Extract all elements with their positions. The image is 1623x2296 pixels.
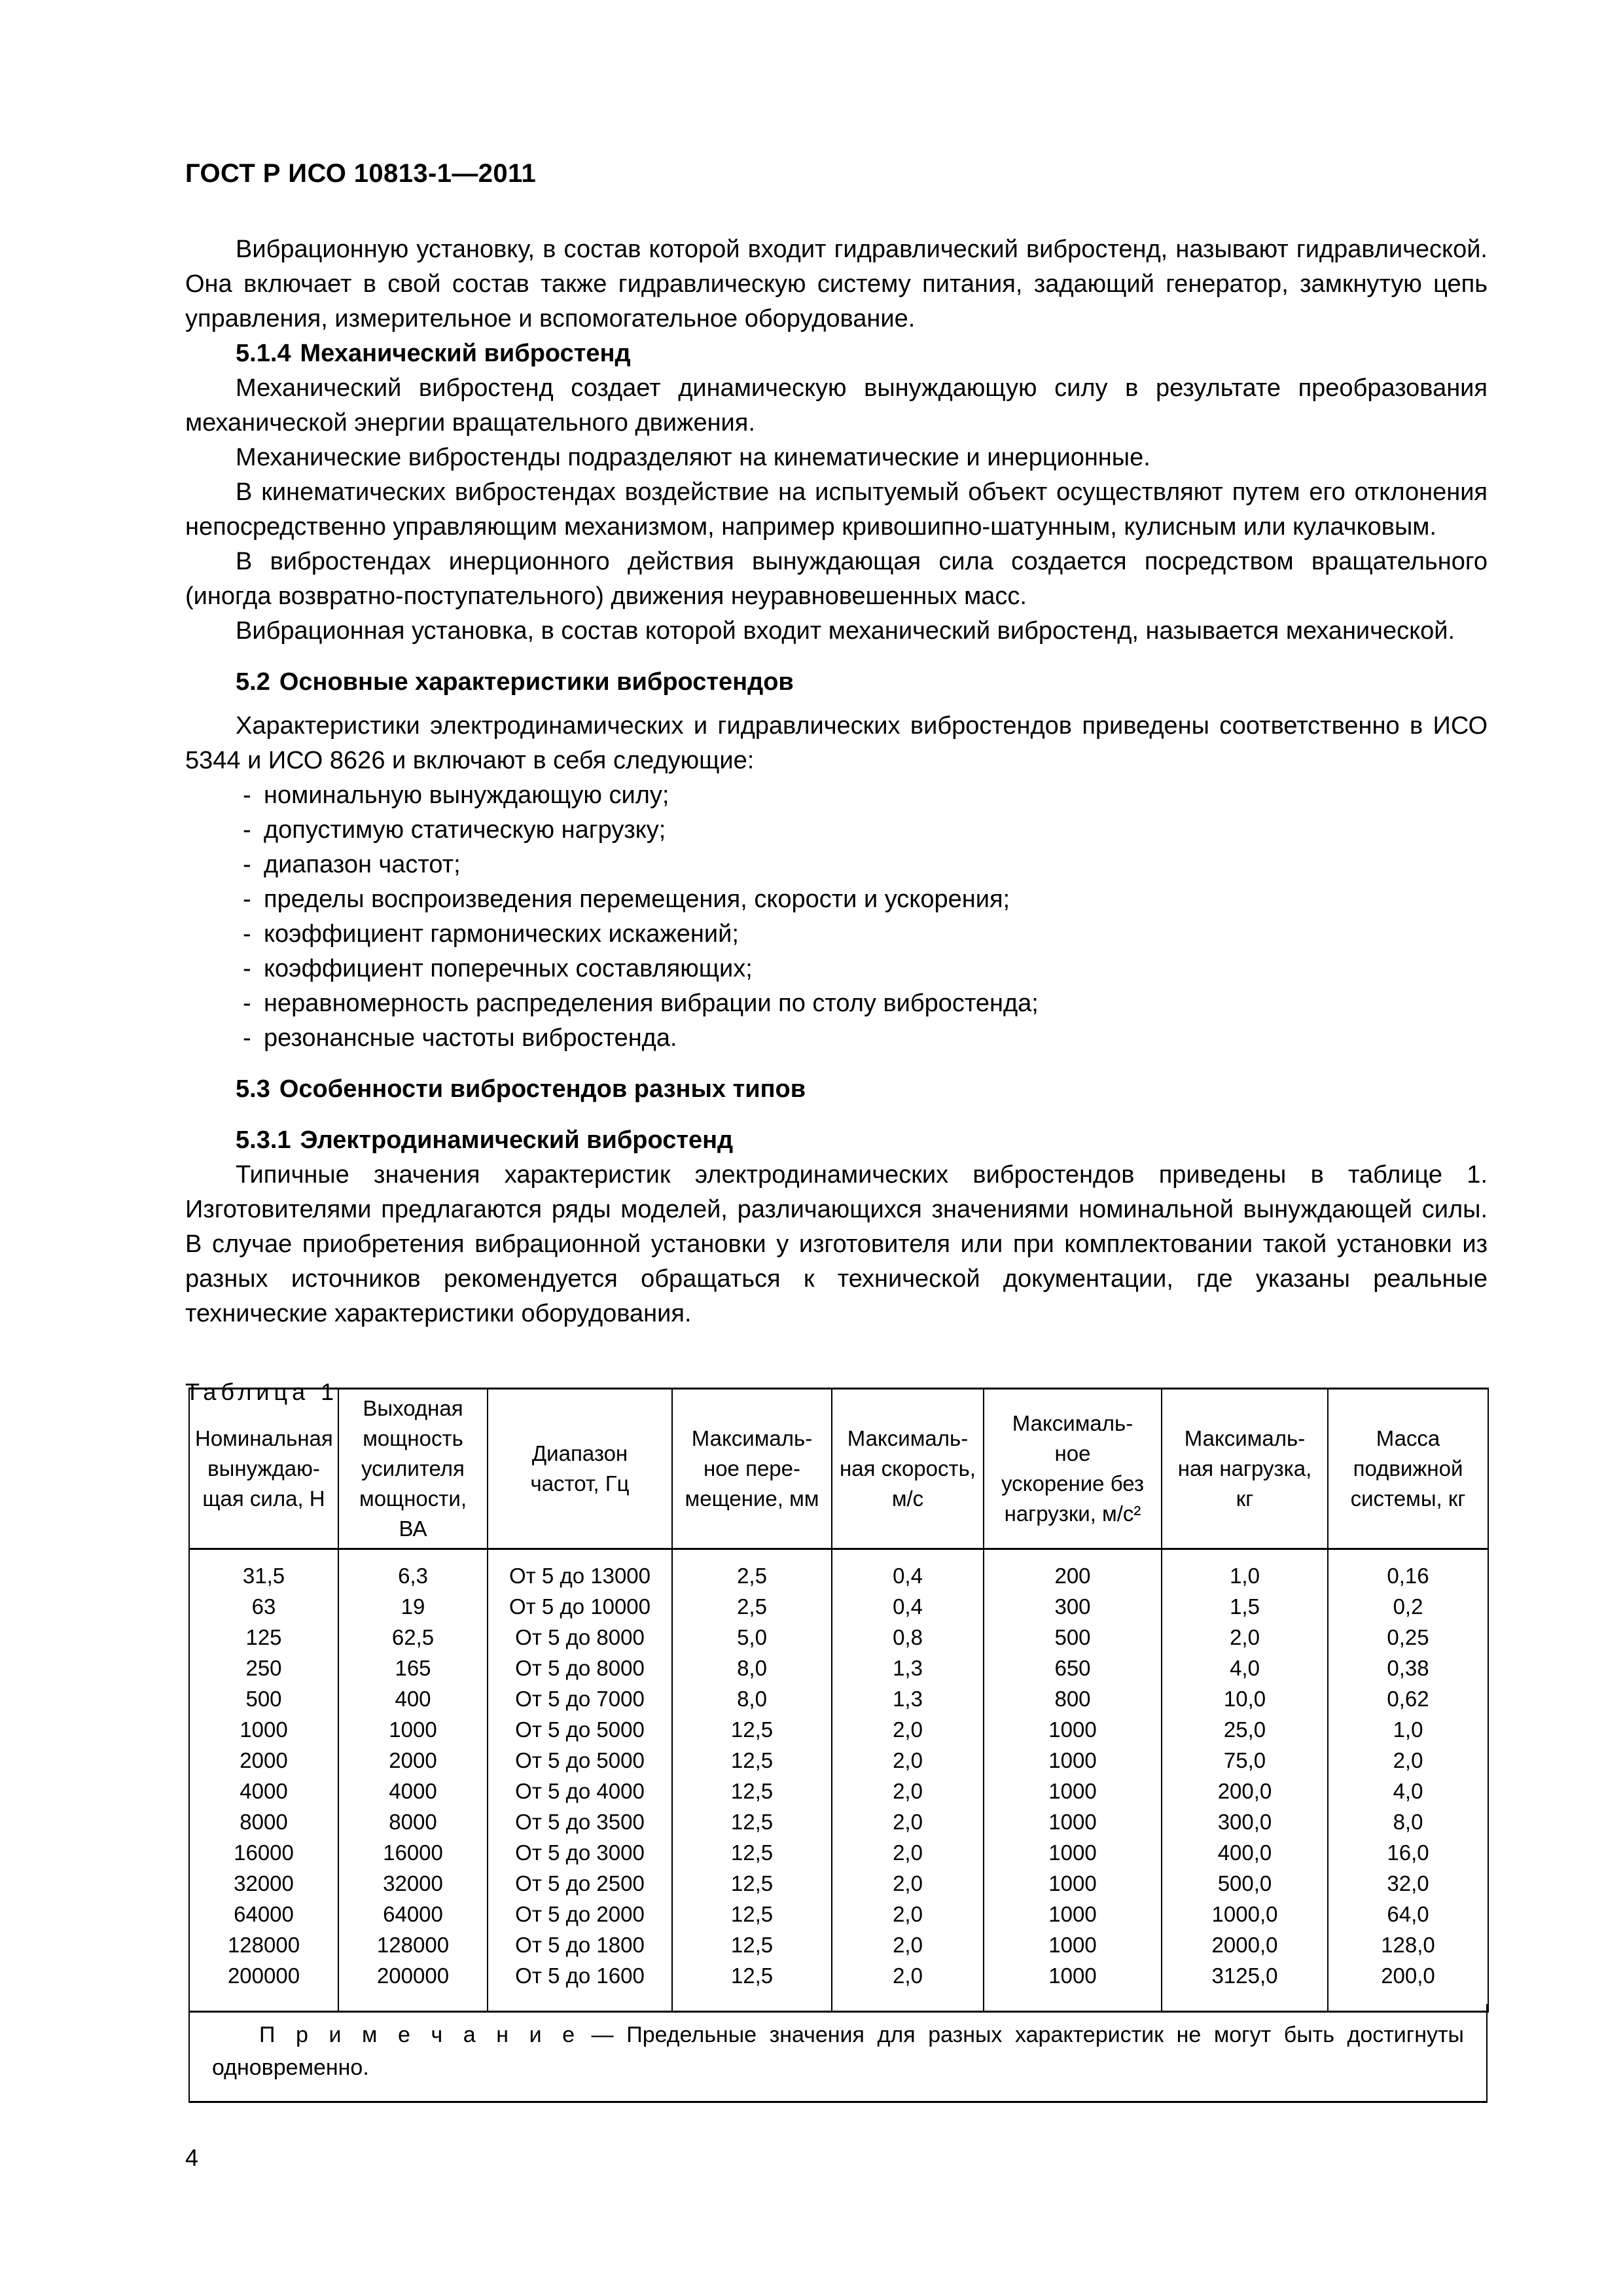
cell-frequency: От 5 до 5000: [488, 1714, 672, 1745]
cell-load: 500,0: [1162, 1868, 1328, 1899]
cell-power: 4000: [338, 1776, 488, 1806]
header-line: частот, Гц: [530, 1471, 630, 1496]
cell-acceleration: 1000: [984, 1929, 1162, 1960]
cell-velocity: 0,4: [832, 1591, 984, 1622]
header-line: подвижной: [1353, 1456, 1463, 1480]
cell-velocity: 2,0: [832, 1714, 984, 1745]
header-line: мощности, ВА: [359, 1486, 467, 1541]
table-col-header-displacement: [672, 1389, 832, 1549]
cell-power: 165: [338, 1653, 488, 1683]
cell-frequency: От 5 до 8000: [488, 1653, 672, 1683]
heading-5-2: [185, 665, 1488, 700]
list-item: [185, 778, 1488, 813]
cell-power: 1000: [338, 1714, 488, 1745]
table-row: [189, 1745, 1488, 1776]
cell-frequency: От 5 до 7000: [488, 1683, 672, 1714]
header-line: ускорение без: [1001, 1471, 1144, 1496]
cell-power: 16000: [338, 1837, 488, 1868]
cell-load: 2000,0: [1162, 1929, 1328, 1960]
cell-force: 2000: [189, 1745, 338, 1776]
table-1: [188, 1388, 1489, 2013]
cell-velocity: 2,0: [832, 1837, 984, 1868]
list-item-label: допустимую статическую нагрузку;: [264, 816, 666, 844]
header-line: Максималь-: [691, 1426, 813, 1450]
header-line: ное пере-: [703, 1456, 801, 1480]
cell-acceleration: 1000: [984, 1776, 1162, 1806]
cell-frequency: От 5 до 3500: [488, 1806, 672, 1837]
heading-5-1-4-title: Механический вибростенд: [300, 340, 631, 367]
cell-moving-mass: 32,0: [1328, 1868, 1488, 1899]
paragraph-hydraulic-installation: Вибрационную установку, в состав которой входит гидравлический вибростенд, называют гидравлической. Она включает в свой состав также гидравлическую систему питания, задающий генератор, замкнутую цепь управления, измерительное и вспомогательное оборудование.: [185, 236, 1488, 332]
header-line: мощность: [363, 1426, 463, 1450]
cell-load: 1,5: [1162, 1591, 1328, 1622]
cell-velocity: 2,0: [832, 1899, 984, 1929]
table-note-dash: —: [579, 2022, 627, 2047]
heading-5-3-1: [185, 1123, 1488, 1158]
cell-velocity: 0,8: [832, 1622, 984, 1653]
cell-acceleration: 1000: [984, 1806, 1162, 1837]
cell-displacement: 8,0: [672, 1653, 832, 1683]
cell-acceleration: 1000: [984, 1868, 1162, 1899]
table-row: [189, 1591, 1488, 1622]
cell-acceleration: 1000: [984, 1960, 1162, 2012]
cell-acceleration: 200: [984, 1549, 1162, 1592]
list-item-label: резонансные частоты вибростенда.: [264, 1024, 677, 1052]
list-item: [185, 848, 1488, 882]
dash-marker: -: [243, 955, 251, 982]
cell-load: 300,0: [1162, 1806, 1328, 1837]
header-line: ная скорость,: [840, 1456, 976, 1480]
cell-displacement: 2,5: [672, 1591, 832, 1622]
header-line: Диапазон: [531, 1441, 628, 1465]
cell-frequency: От 5 до 5000: [488, 1745, 672, 1776]
list-item: [185, 882, 1488, 917]
cell-load: 3125,0: [1162, 1960, 1328, 2012]
cell-acceleration: 300: [984, 1591, 1162, 1622]
table-row: [189, 1683, 1488, 1714]
list-item-label: диапазон частот;: [264, 851, 461, 878]
paragraph-mechanical-3: В кинематических вибростендах воздействие на испытуемый объект осуществляют путем его отклонения непосредственно управляющим механизмом, например кривошипно-шатунным, кулисным или кулачковым.: [185, 478, 1488, 541]
header-line: вынуждаю-: [207, 1456, 320, 1480]
cell-moving-mass: 0,25: [1328, 1622, 1488, 1653]
list-item: [185, 917, 1488, 952]
spacer: [185, 700, 1488, 709]
header-line: Максималь-: [847, 1426, 969, 1450]
table-body: [189, 1549, 1488, 2012]
cell-acceleration: 650: [984, 1653, 1162, 1683]
cell-acceleration: 800: [984, 1683, 1162, 1714]
spacer: [185, 1056, 1488, 1072]
table-col-header-velocity: [832, 1389, 984, 1549]
cell-moving-mass: 2,0: [1328, 1745, 1488, 1776]
cell-acceleration: 1000: [984, 1899, 1162, 1929]
dash-marker: -: [243, 781, 251, 809]
cell-moving-mass: 8,0: [1328, 1806, 1488, 1837]
table-row: [189, 1806, 1488, 1837]
cell-force: 32000: [189, 1868, 338, 1899]
table-row: [189, 1714, 1488, 1745]
dash-marker: -: [243, 990, 251, 1017]
header-line: Масса: [1376, 1426, 1440, 1450]
cell-displacement: 12,5: [672, 1776, 832, 1806]
header-line: щая сила, Н: [202, 1486, 325, 1511]
table-row: [189, 1899, 1488, 1929]
cell-displacement: 12,5: [672, 1745, 832, 1776]
heading-5-3-1-number: 5.3.1: [236, 1126, 291, 1154]
cell-moving-mass: 4,0: [1328, 1776, 1488, 1806]
cell-displacement: 12,5: [672, 1714, 832, 1745]
cell-frequency: От 5 до 10000: [488, 1591, 672, 1622]
cell-power: 19: [338, 1591, 488, 1622]
cell-displacement: 12,5: [672, 1899, 832, 1929]
cell-moving-mass: 0,62: [1328, 1683, 1488, 1714]
table-header-row: [189, 1389, 1488, 1549]
cell-displacement: 12,5: [672, 1806, 832, 1837]
cell-power: 8000: [338, 1806, 488, 1837]
list-item-label: пределы воспроизведения перемещения, скорости и ускорения;: [264, 886, 1010, 913]
cell-moving-mass: 128,0: [1328, 1929, 1488, 1960]
cell-power: 62,5: [338, 1622, 488, 1653]
cell-load: 1,0: [1162, 1549, 1328, 1592]
cell-moving-mass: 0,16: [1328, 1549, 1488, 1592]
cell-velocity: 1,3: [832, 1683, 984, 1714]
cell-load: 4,0: [1162, 1653, 1328, 1683]
cell-moving-mass: 64,0: [1328, 1899, 1488, 1929]
table-note-text: Предельные значения для разных характеристик не могут быть достигнуты одновременно.: [212, 2022, 1464, 2080]
paragraph-5-2-intro: Характеристики электродинамических и гидравлических вибростендов приведены соответственно в ИСО 5344 и ИСО 8626 и включают в себя следующие:: [185, 712, 1488, 774]
table-row: [189, 1622, 1488, 1653]
header-line: мещение, мм: [685, 1486, 819, 1511]
cell-force: 125: [189, 1622, 338, 1653]
cell-acceleration: 1000: [984, 1745, 1162, 1776]
cell-displacement: 8,0: [672, 1683, 832, 1714]
spacer: [185, 1331, 1488, 1354]
cell-load: 2,0: [1162, 1622, 1328, 1653]
paragraph-mechanical-5: Вибрационная установка, в состав которой входит механический вибростенд, называется механической.: [236, 617, 1455, 645]
cell-frequency: От 5 до 3000: [488, 1837, 672, 1868]
table-note-box: [188, 2004, 1488, 2103]
list-item-label: номинальную вынуждающую силу;: [264, 781, 669, 809]
list-item-label: коэффициент гармонических искажений;: [264, 920, 739, 948]
heading-5-1-4-number: 5.1.4: [236, 340, 291, 367]
cell-frequency: От 5 до 1800: [488, 1929, 672, 1960]
cell-load: 75,0: [1162, 1745, 1328, 1776]
header-line: кг: [1236, 1486, 1254, 1511]
paragraph-mechanical-1: Механический вибростенд создает динамическую вынуждающую силу в результате преобразования механической энергии вращательного движения.: [185, 374, 1488, 437]
table-col-header-load: [1162, 1389, 1328, 1549]
cell-force: 128000: [189, 1929, 338, 1960]
table-row: [189, 1776, 1488, 1806]
cell-velocity: 2,0: [832, 1806, 984, 1837]
cell-force: 16000: [189, 1837, 338, 1868]
cell-frequency: От 5 до 1600: [488, 1960, 672, 2012]
cell-frequency: От 5 до 2500: [488, 1868, 672, 1899]
cell-displacement: 12,5: [672, 1960, 832, 2012]
list-item-label: неравномерность распределения вибрации по столу вибростенда;: [264, 990, 1039, 1017]
spacer: [185, 649, 1488, 665]
table-col-header-moving-mass: [1328, 1389, 1488, 1549]
cell-displacement: 5,0: [672, 1622, 832, 1653]
cell-force: 200000: [189, 1960, 338, 2012]
cell-moving-mass: 0,38: [1328, 1653, 1488, 1683]
cell-moving-mass: 16,0: [1328, 1837, 1488, 1868]
heading-5-1-4: [185, 336, 1488, 371]
cell-moving-mass: 0,2: [1328, 1591, 1488, 1622]
table-note: [212, 2018, 1464, 2084]
dash-marker: -: [243, 851, 251, 878]
table-col-header-power: [338, 1389, 488, 1549]
cell-force: 4000: [189, 1776, 338, 1806]
header-line: Номинальная: [195, 1426, 333, 1450]
heading-5-3-number: 5.3: [236, 1075, 270, 1103]
table-row: [189, 1868, 1488, 1899]
cell-displacement: 12,5: [672, 1837, 832, 1868]
cell-power: 6,3: [338, 1549, 488, 1592]
cell-frequency: От 5 до 4000: [488, 1776, 672, 1806]
table-row: [189, 1549, 1488, 1592]
header-line: системы, кг: [1350, 1486, 1466, 1511]
dash-marker: -: [243, 886, 251, 913]
cell-velocity: 2,0: [832, 1929, 984, 1960]
cell-load: 400,0: [1162, 1837, 1328, 1868]
cell-load: 25,0: [1162, 1714, 1328, 1745]
cell-velocity: 2,0: [832, 1745, 984, 1776]
table-row: [189, 1929, 1488, 1960]
dash-marker: -: [243, 1024, 251, 1052]
header-line: Выходная: [363, 1396, 463, 1420]
heading-5-3-title: Особенности вибростендов разных типов: [279, 1075, 806, 1103]
table-col-header-frequency: [488, 1389, 672, 1549]
characteristics-list: [185, 778, 1488, 1056]
cell-force: 31,5: [189, 1549, 338, 1592]
table-note-label: П р и м е ч а н и е: [259, 2022, 579, 2047]
list-item: [185, 1021, 1488, 1056]
cell-force: 1000: [189, 1714, 338, 1745]
cell-power: 32000: [338, 1868, 488, 1899]
cell-acceleration: 500: [984, 1622, 1162, 1653]
list-item: [185, 952, 1488, 986]
cell-force: 64000: [189, 1899, 338, 1929]
table-row: [189, 1653, 1488, 1683]
list-item-label: коэффициент поперечных составляющих;: [264, 955, 753, 982]
list-item: [185, 986, 1488, 1021]
header-line: усилителя: [361, 1456, 465, 1480]
cell-acceleration: 1000: [984, 1837, 1162, 1868]
header-line: м/с: [891, 1486, 924, 1511]
heading-5-3-1-title: Электродинамический вибростенд: [300, 1126, 734, 1154]
cell-acceleration: 1000: [984, 1714, 1162, 1745]
cell-load: 200,0: [1162, 1776, 1328, 1806]
cell-velocity: 2,0: [832, 1960, 984, 2012]
document-body: [185, 232, 1488, 1408]
table-col-header-acceleration: [984, 1389, 1162, 1549]
cell-displacement: 2,5: [672, 1549, 832, 1592]
spacer: [185, 1107, 1488, 1123]
cell-displacement: 12,5: [672, 1929, 832, 1960]
list-item: [185, 813, 1488, 848]
running-head: ГОСТ Р ИСО 10813-1—2011: [185, 159, 537, 188]
cell-force: 8000: [189, 1806, 338, 1837]
cell-frequency: От 5 до 13000: [488, 1549, 672, 1592]
dash-marker: -: [243, 816, 251, 844]
page-number: 4: [185, 2144, 199, 2171]
table-row: [189, 1837, 1488, 1868]
cell-power: 400: [338, 1683, 488, 1714]
header-line: ная нагрузка,: [1177, 1456, 1312, 1480]
cell-frequency: От 5 до 8000: [488, 1622, 672, 1653]
table-col-header-force: [189, 1389, 338, 1549]
header-line: нагрузки, м/с²: [1004, 1501, 1141, 1526]
cell-power: 64000: [338, 1899, 488, 1929]
cell-velocity: 2,0: [832, 1868, 984, 1899]
table-1-wrapper: [188, 1388, 1488, 2013]
cell-moving-mass: 200,0: [1328, 1960, 1488, 2012]
header-line: Максималь-: [1184, 1426, 1306, 1450]
table-header: [189, 1389, 1488, 1549]
cell-force: 500: [189, 1683, 338, 1714]
cell-load: 1000,0: [1162, 1899, 1328, 1929]
heading-5-3: [185, 1072, 1488, 1107]
cell-force: 63: [189, 1591, 338, 1622]
header-line: Максималь-: [1012, 1411, 1133, 1435]
cell-load: 10,0: [1162, 1683, 1328, 1714]
heading-5-2-title: Основные характеристики вибростендов: [279, 668, 794, 696]
table-caption: Таблица 1: [185, 1378, 339, 1405]
cell-moving-mass: 1,0: [1328, 1714, 1488, 1745]
paragraph-5-3-1: Типичные значения характеристик электродинамических вибростендов приведены в таблице 1. Изготовителями предлагаются ряды моделей, различающихся значениями номинальной вынуждающей силы. В случае приобретения вибрационной установки у изготовителя или при комплектовании такой установки из разных источников рекомендуется обращаться к технической документации, где указаны реальные технические характеристики оборудования.: [185, 1161, 1488, 1327]
cell-power: 128000: [338, 1929, 488, 1960]
dash-marker: -: [243, 920, 251, 948]
cell-velocity: 0,4: [832, 1549, 984, 1592]
cell-velocity: 2,0: [832, 1776, 984, 1806]
cell-force: 250: [189, 1653, 338, 1683]
heading-5-2-number: 5.2: [236, 668, 270, 696]
header-line: ное: [1054, 1441, 1091, 1465]
paragraph-mechanical-4: В вибростендах инерционного действия вынуждающая сила создается посредством вращательного (иногда возвратно-поступательного) движения неуравновешенных масс.: [185, 548, 1488, 610]
paragraph-mechanical-2: Механические вибростенды подразделяют на кинематические и инерционные.: [236, 444, 1150, 471]
cell-power: 2000: [338, 1745, 488, 1776]
cell-velocity: 1,3: [832, 1653, 984, 1683]
spacer: [185, 1354, 1488, 1376]
cell-displacement: 12,5: [672, 1868, 832, 1899]
cell-frequency: От 5 до 2000: [488, 1899, 672, 1929]
cell-power: 200000: [338, 1960, 488, 2012]
